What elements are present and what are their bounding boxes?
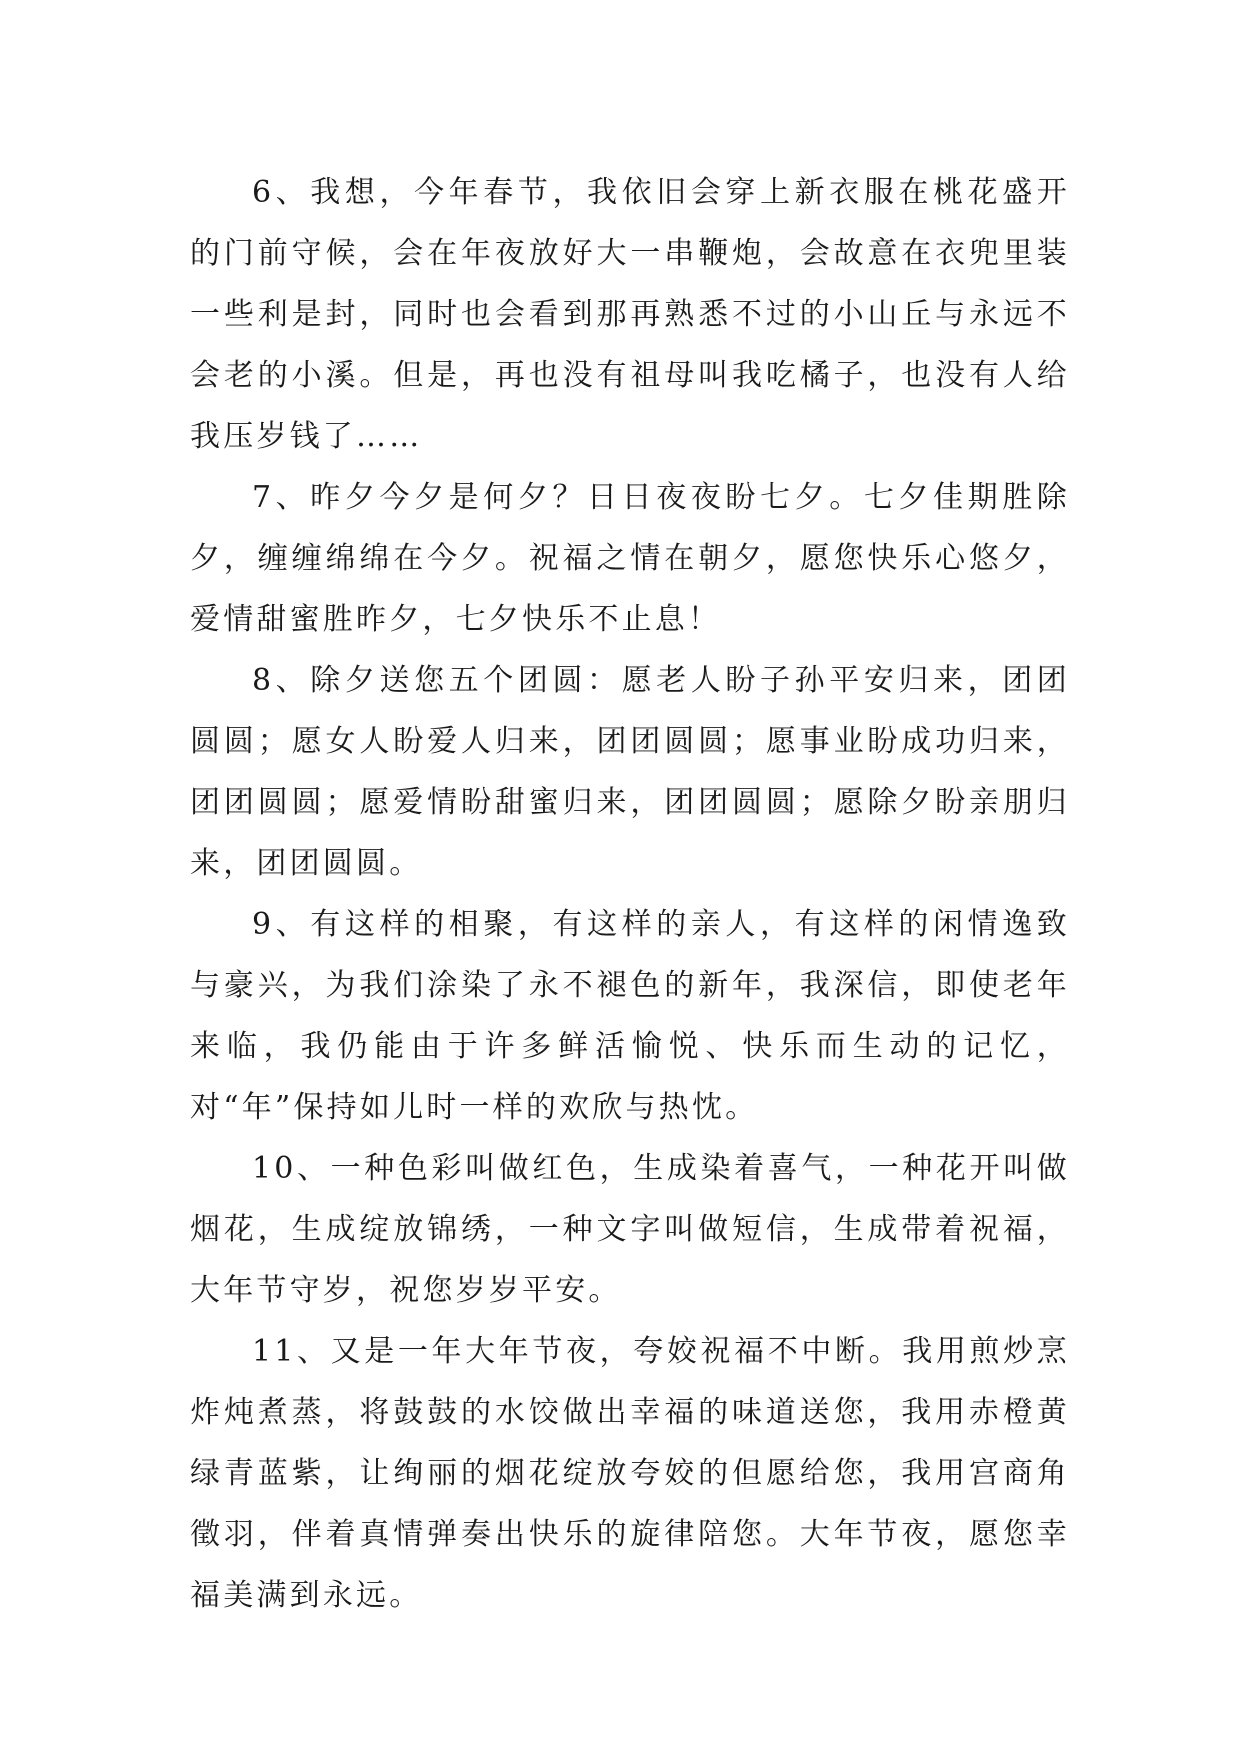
paragraph-10: 10、一种色彩叫做红色，生成染着喜气，一种花开叫做烟花，生成绽放锦绣，一种文字叫做短信，生成带着祝福，大年节守岁，祝您岁岁平安。: [190, 1151, 1070, 1308]
paragraph-7: 7、昨夕今夕是何夕？日日夜夜盼七夕。七夕佳期胜除夕，缠缠绵绵在今夕。祝福之情在朝夕，愿您快乐心悠夕，爱情甜蜜胜昨夕，七夕快乐不止息！: [190, 480, 1070, 637]
paragraph-6: 6、我想，今年春节，我依旧会穿上新衣服在桃花盛开的门前守候，会在年夜放好大一串鞭炮，会故意在衣兜里装一些利是封，同时也会看到那再熟悉不过的小山丘与永远不会老的小溪。但是，再也没有祖母叫我吃橘子，也没有人给我压岁钱了……: [190, 175, 1070, 454]
document-body: [190, 162, 1070, 1626]
paragraph-8: 8、除夕送您五个团圆：愿老人盼子孙平安归来，团团圆圆；愿女人盼爱人归来，团团圆圆；愿事业盼成功归来，团团圆圆；愿爱情盼甜蜜归来，团团圆圆；愿除夕盼亲朋归来，团团圆圆。: [190, 663, 1070, 881]
paragraph-11: 11、又是一年大年节夜，夸姣祝福不中断。我用煎炒烹炸炖煮蒸，将鼓鼓的水饺做出幸福的味道送您，我用赤橙黄绿青蓝紫，让绚丽的烟花绽放夸姣的但愿给您，我用宫商角徵羽，伴着真情弹奏出快乐的旋律陪您。大年节夜，愿您幸福美满到永远。: [190, 1334, 1070, 1613]
paragraph-9: 9、有这样的相聚，有这样的亲人，有这样的闲情逸致与豪兴，为我们涂染了永不褪色的新年，我深信，即使老年来临，我仍能由于许多鲜活愉悦、快乐而生动的记忆，对“年”保持如儿时一样的欢欣与热忱。: [190, 907, 1070, 1125]
